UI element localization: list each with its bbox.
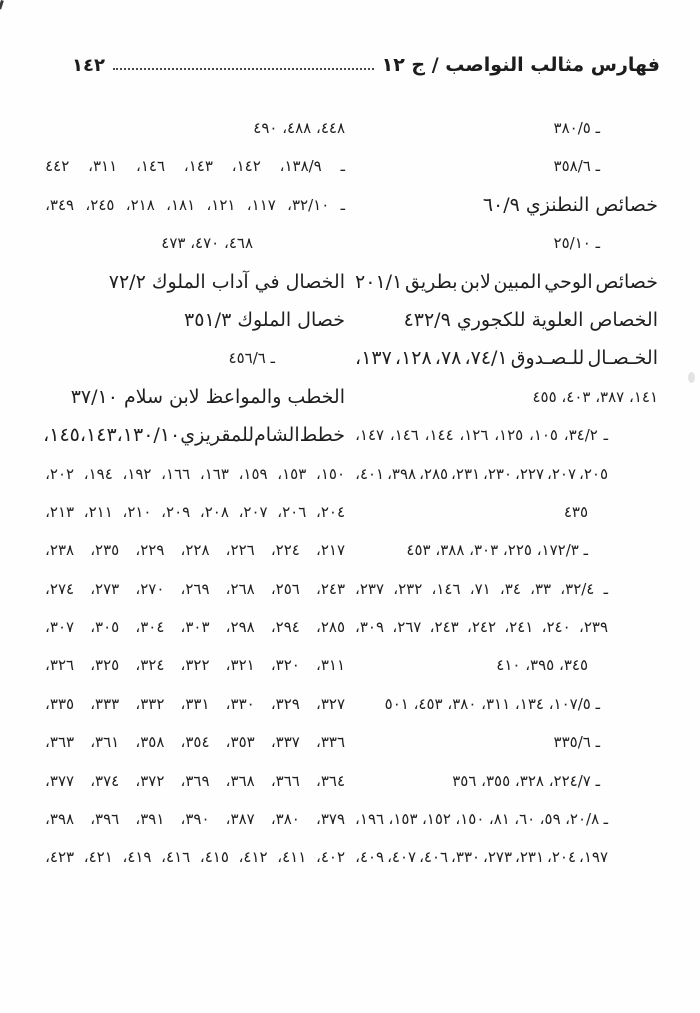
index-line: الخصال في آداب الملوك ٧٢/٢ [108,270,345,293]
index-line: ٣٦٤، ٣٦٦، ٣٦٨، ٣٦٩، ٣٧٢، ٣٧٤، ٣٧٧، [45,771,345,790]
index-line: ـ ٣٢/٤، ٣٣، ٣٤، ٧١، ١٤٦، ٢٣٢، ٢٣٧، [355,579,608,598]
index-line: ـ ٣٢/١٠، ١١٧، ١٢١، ١٨١، ٢١٨، ٢٤٥، ٣٤٩، [45,195,345,214]
index-line: خطط الشام للمقريزي ١٣٠/١٠، ١٤٣، ١٤٥، [43,424,345,447]
index-line: ـ ١٧٢/٣، ٢٢٥، ٣٠٣، ٣٨٨، ٤٥٣ [406,541,588,560]
index-line: ـ ٢٠/٨، ٥٩، ٦٠، ٨١، ١٥٠، ١٥٢، ١٥٣، ١٩٦، [355,810,608,829]
index-line: ٢٣٩، ٢٤٠، ٢٤١، ٢٤٢، ٢٤٣، ٢٦٧، ٣٠٩، [355,618,608,637]
index-line: الخصاص العلوية للكجوري ٤٣٢/٩ [403,308,658,331]
index-line: ١٥٠، ١٥٣، ١٥٩، ١٦٣، ١٦٦، ١٩٢، ١٩٤، ٢٠٢، [45,464,345,483]
index-line: الخـصـال للـصـدوق ٧٤/١، ٧٨، ١٢٨، ١٣٧، [355,347,658,370]
index-line: ٢٠٥، ٢٠٧، ٢٢٧، ٢٣٠، ٢٣١، ٢٨٥، ٣٩٨، ٤٠١، [355,464,608,483]
index-line: ٤٤٨، ٤٨٨، ٤٩٠ [253,119,345,137]
index-line: ٤٣٥ [563,502,588,521]
index-line: ـ ٣٤/٢، ١٠٥، ١٢٥، ١٢٦، ١٤٤، ١٤٦، ١٤٧، [355,426,608,445]
index-line: خصال الملوك ٣٥١/٣ [184,308,345,331]
scan-artifact-edge [688,372,695,383]
index-line: ـ ٢٥/١٠ [553,234,600,253]
index-line: ٣٣٦، ٣٣٧، ٣٥٣، ٣٥٤، ٣٥٨، ٣٦١، ٣٦٣، [45,733,345,752]
index-line: ٢٠٤، ٢٠٦، ٢٠٧، ٢٠٨، ٢٠٩، ٢١٠، ٢١١، ٢١٣، [45,502,345,521]
index-column-left [45,109,345,877]
index-line: ٣٧٩، ٣٨٠، ٣٨٧، ٣٩٠، ٣٩١، ٣٩٦، ٣٩٨، [45,810,345,829]
index-line: ـ ٢٢٤/٧، ٣٢٨، ٣٥٥، ٣٥٦ [452,771,600,790]
index-line: ٣٤٥، ٣٩٥، ٤١٠ [496,656,588,675]
index-line: ٤٠٢، ٤١١، ٤١٢، ٤١٥، ٤١٦، ٤١٩، ٤٢١، ٤٢٣، [45,848,345,867]
index-line: ـ ٤٥٦/٦ [228,349,275,368]
index-line: ـ ٣٨٠/٥ [553,119,600,137]
index-column-right [355,109,658,877]
index-line: ـ ٣٥٨/٦ [553,157,600,176]
page-number: ١٤٢ [72,55,105,76]
running-header [72,54,660,76]
index-line: الخطب والمواعظ لابن سلام ٣٧/١٠ [70,385,345,408]
index-line: ٤٦٨، ٤٧٠، ٤٧٣ [161,234,253,253]
index-line: ٢٤٣، ٢٥٦، ٢٦٨، ٢٦٩، ٢٧٠، ٢٧٣، ٢٧٤، [45,579,345,598]
index-line: ١٤١، ٣٨٧، ٤٠٣، ٤٥٥ [532,387,658,406]
index-line: ٢١٧، ٢٢٤، ٢٢٦، ٢٢٨، ٢٢٩، ٢٣٥، ٢٣٨، [45,541,345,560]
index-line: ٢٨٥، ٢٩٤، ٢٩٨، ٣٠٣، ٣٠٤، ٣٠٥، ٣٠٧، [45,618,345,637]
scan-artifact-corner [0,0,4,9]
index-line: ٣١١، ٣٢٠، ٣٢١، ٣٢٢، ٣٢٤، ٣٢٥، ٣٢٦، [45,656,345,675]
index-line: خصائص النطنزي ٦٠/٩ [482,193,658,216]
index-line: ١٩٧، ٢٠٤، ٢٣١، ٢٧٣، ٣٣٠، ٤٠٦، ٤٠٧، ٤٠٩، [355,848,608,867]
dotted-leader [113,68,374,70]
index-line: خصائص الوحي المبين لابن بطريق ٢٠١/١ [355,270,658,293]
index-line: ـ ٣٣٥/٦ [553,733,600,752]
index-line: ٣٢٧، ٣٢٩، ٣٣٠، ٣٣١، ٣٣٢، ٣٣٣، ٣٣٥، [45,694,345,713]
header-title: فهارس مثالب النواصب / ج ١٢ [381,54,660,76]
index-line: ـ ١٣٨/٩، ١٤٢، ١٤٣، ١٤٦، ٣١١، ٤٤٢ [45,157,345,176]
index-line: ـ ١٠٧/٥، ١٣٤، ٣١١، ٣٨٠، ٤٥٣، ٥٠١ [384,694,600,713]
